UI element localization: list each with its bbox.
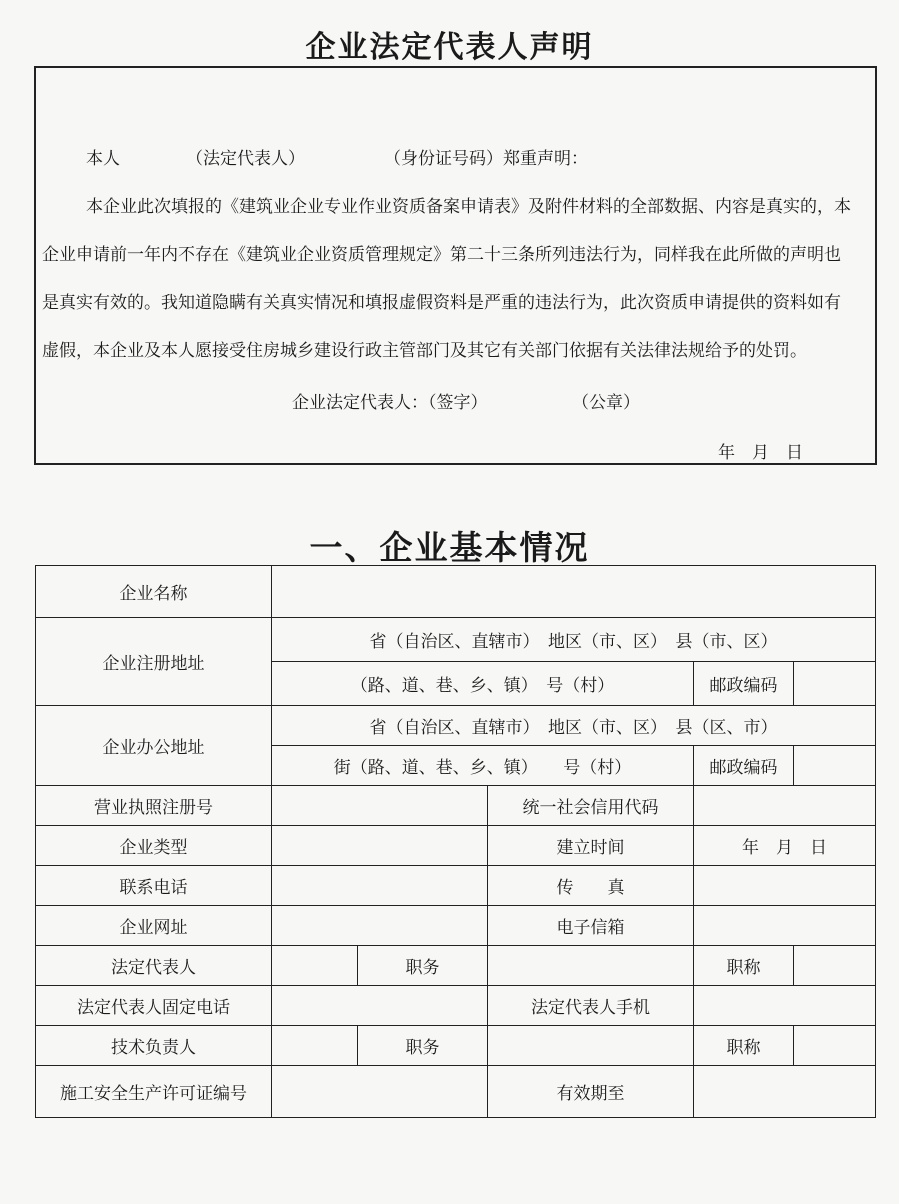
table-row — [36, 826, 876, 866]
company-info-table — [35, 565, 876, 1118]
reg-address-line-1[interactable]: 省（自治区、直辖市） 地区（市、区） 县（市、区） — [272, 618, 876, 662]
reg-postal-code-field[interactable] — [794, 662, 876, 706]
declaration-id-label: （身份证号码）郑重声明： — [384, 149, 588, 169]
tech-lead-label: 技术负责人 — [36, 1026, 272, 1066]
office-address-label: 企业办公地址 — [36, 706, 272, 786]
email-field[interactable] — [694, 906, 876, 946]
phone-field[interactable] — [272, 866, 488, 906]
tech-lead-position-field[interactable] — [488, 1026, 694, 1066]
safety-permit-label: 施工安全生产许可证编号 — [36, 1066, 272, 1118]
tech-lead-field[interactable] — [272, 1026, 358, 1066]
office-postal-code-field[interactable] — [794, 746, 876, 786]
credit-code-label: 统一社会信用代码 — [488, 786, 694, 826]
table-row — [36, 906, 876, 946]
office-postal-code-label: 邮政编码 — [694, 746, 794, 786]
credit-code-field[interactable] — [694, 786, 876, 826]
office-address-line-2[interactable]: 街（路、道、巷、乡、镇） 号（村） — [272, 746, 694, 786]
legal-rep-field[interactable] — [272, 946, 358, 986]
office-address-line-1[interactable]: 省（自治区、直辖市） 地区（市、区） 县（区、市） — [272, 706, 876, 746]
declaration-para-line-4: 虚假，本企业及本人愿接受住房城乡建设行政主管部门及其它有关部门依据有关法律法规给予的处罚。 — [42, 341, 807, 361]
table-row — [36, 566, 876, 618]
declaration-para-line-1: 本企业此次填报的《建筑业企业专业作业资质备案申请表》及附件材料的全部数据、内容是真实的，本 — [86, 197, 851, 217]
tech-lead-position-label: 职务 — [358, 1026, 488, 1066]
legal-rep-phone-label: 法定代表人固定电话 — [36, 986, 272, 1026]
table-row — [36, 1066, 876, 1118]
table-row — [36, 706, 876, 746]
signature-label: 企业法定代表人：（签字） — [292, 393, 488, 413]
declaration-box — [34, 66, 877, 465]
legal-rep-title-field[interactable] — [794, 946, 876, 986]
declaration-self: 本人 — [86, 149, 120, 169]
declaration-title: 企业法定代表人声明 — [305, 30, 594, 65]
declaration-para-line-2: 企业申请前一年内不存在《建筑业企业资质管理规定》第二十三条所列违法行为，同样我在此所做的声明也 — [42, 245, 841, 265]
table-row — [36, 986, 876, 1026]
seal-label: （公章） — [572, 393, 640, 413]
safety-permit-field[interactable] — [272, 1066, 488, 1118]
phone-label: 联系电话 — [36, 866, 272, 906]
founded-label: 建立时间 — [488, 826, 694, 866]
table-row — [36, 1026, 876, 1066]
website-label: 企业网址 — [36, 906, 272, 946]
valid-until-field[interactable] — [694, 1066, 876, 1118]
legal-rep-position-label: 职务 — [358, 946, 488, 986]
legal-rep-mobile-label: 法定代表人手机 — [488, 986, 694, 1026]
website-field[interactable] — [272, 906, 488, 946]
company-name-label: 企业名称 — [36, 566, 272, 618]
table-row — [36, 866, 876, 906]
valid-until-label: 有效期至 — [488, 1066, 694, 1118]
company-type-label: 企业类型 — [36, 826, 272, 866]
reg-address-label: 企业注册地址 — [36, 618, 272, 706]
legal-rep-position-field[interactable] — [488, 946, 694, 986]
company-name-field[interactable] — [272, 566, 876, 618]
fax-label: 传 真 — [488, 866, 694, 906]
business-license-label: 营业执照注册号 — [36, 786, 272, 826]
tech-lead-title-label: 职称 — [694, 1026, 794, 1066]
table-row — [36, 946, 876, 986]
company-type-field[interactable] — [272, 826, 488, 866]
legal-rep-mobile-field[interactable] — [694, 986, 876, 1026]
email-label: 电子信箱 — [488, 906, 694, 946]
declaration-legal-rep-label: （法定代表人） — [186, 149, 305, 169]
tech-lead-title-field[interactable] — [794, 1026, 876, 1066]
legal-rep-title-label: 职称 — [694, 946, 794, 986]
table-row — [36, 786, 876, 826]
section-title: 一、企业基本情况 — [309, 528, 590, 567]
business-license-field[interactable] — [272, 786, 488, 826]
declaration-date: 年 月 日 — [718, 443, 803, 463]
founded-date-field[interactable]: 年 月 日 — [694, 826, 876, 866]
reg-address-line-2[interactable]: （路、道、巷、乡、镇） 号（村） — [272, 662, 694, 706]
legal-rep-label: 法定代表人 — [36, 946, 272, 986]
legal-rep-phone-field[interactable] — [272, 986, 488, 1026]
fax-field[interactable] — [694, 866, 876, 906]
table-row — [36, 618, 876, 662]
declaration-para-line-3: 是真实有效的。我知道隐瞒有关真实情况和填报虚假资料是严重的违法行为，此次资质申请提供的资料如有 — [42, 293, 841, 313]
reg-postal-code-label: 邮政编码 — [694, 662, 794, 706]
